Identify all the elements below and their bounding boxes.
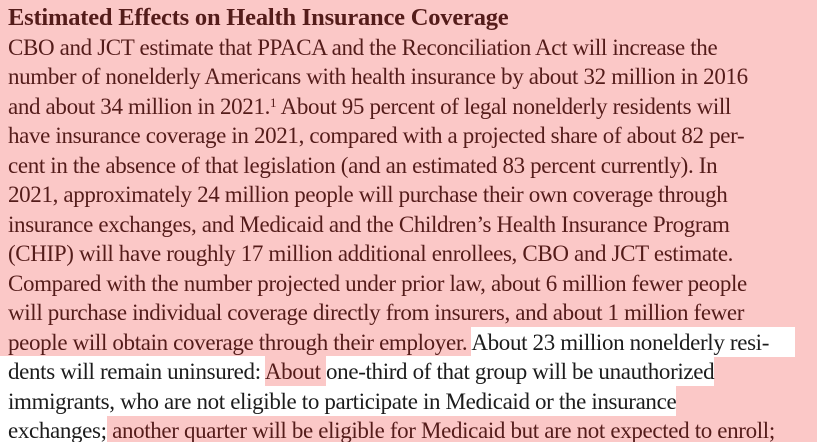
text-line — [8, 92, 817, 122]
text-line — [8, 328, 817, 358]
footnote-marker: 1 — [270, 94, 277, 110]
text-line — [8, 62, 817, 92]
body-text: will purchase individual coverage directly from insurers, and about 1 million fewer — [8, 300, 745, 325]
body-text: number of nonelderly Americans with health insurance by about 32 million in 2016 — [8, 64, 748, 89]
text-line — [8, 298, 817, 328]
body-text: CBO and JCT estimate that PPACA and the Reconciliation Act will increase the — [8, 34, 718, 60]
text-line — [8, 269, 817, 299]
highlighted-text: immigrants, who are not eligible to participate in Medicaid or the insurance — [0, 386, 676, 416]
body-text: people will obtain coverage through their employer. — [8, 329, 472, 355]
body-text: 2021, approximately 24 million people will purchase their own coverage through — [8, 182, 728, 207]
text-line — [8, 387, 817, 417]
body-text: Compared with the number projected under prior law, about 6 million fewer people — [8, 270, 747, 296]
text-line — [8, 357, 817, 387]
text-line — [8, 151, 817, 181]
text-line — [8, 121, 817, 151]
body-text: another quarter will be eligible for Medicaid but are not expected to enroll; — [106, 418, 775, 442]
highlighted-text: exchanges; — [0, 415, 107, 442]
text-line — [8, 210, 817, 240]
body-text: and about 34 million in 2021. — [8, 93, 270, 119]
text-line — [8, 239, 817, 269]
highlighted-text: dents will remain uninsured: — [0, 356, 265, 386]
text-line — [8, 180, 817, 210]
body-text: (CHIP) will have roughly 17 million additional enrollees, CBO and JCT estimate. — [8, 241, 734, 266]
body-text: About — [264, 359, 327, 384]
text-line — [8, 416, 817, 442]
section-heading: Estimated Effects on Health Insurance Coverage — [8, 4, 509, 31]
body-text: About 95 percent of legal nonelderly residents will — [276, 93, 731, 119]
body-text: cent in the absence of that legislation (and an estimated 83 percent currently). In — [8, 152, 718, 178]
text-line — [8, 33, 817, 63]
body-text: have insurance coverage in 2021, compared with a projected share of about 82 per- — [8, 123, 745, 148]
highlighted-text: About 23 million nonelderly resi- — [471, 327, 795, 357]
highlighted-text: one-third of that group will be unauthorized — [326, 356, 714, 386]
paragraph-body — [8, 33, 817, 442]
body-text: insurance exchanges, and Medicaid and the Children’s Health Insurance Program — [8, 211, 730, 237]
